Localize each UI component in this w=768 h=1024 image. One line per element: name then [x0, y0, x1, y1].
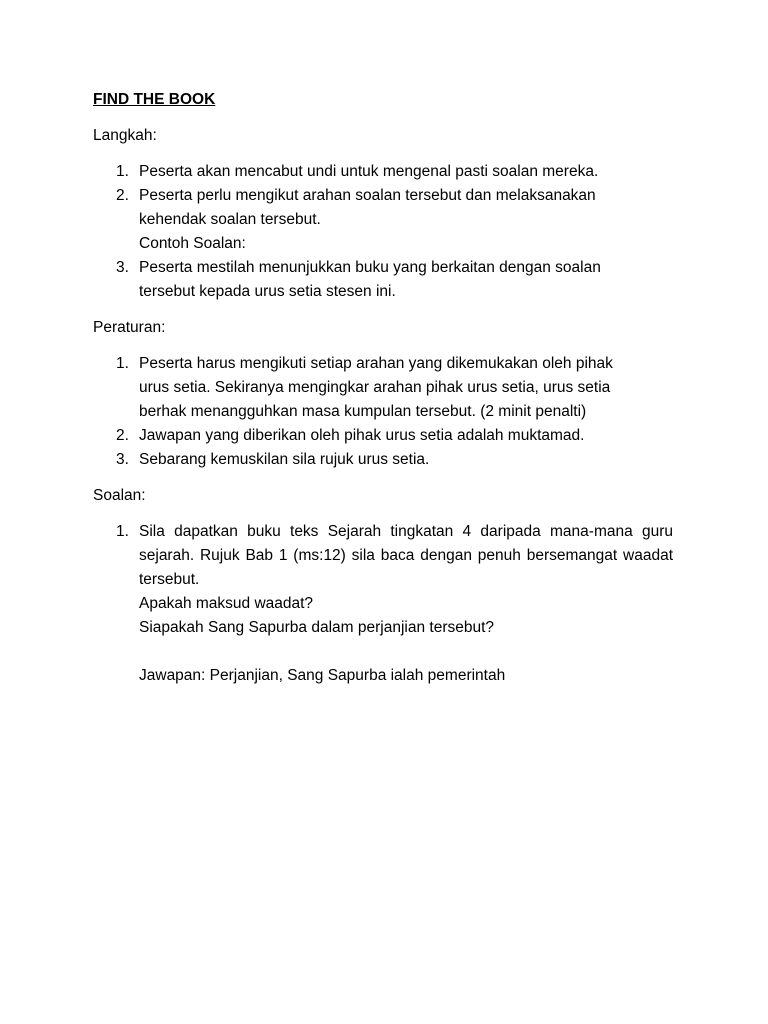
list-item-text: Jawapan yang diberikan oleh pihak urus setia adalah muktamad.	[139, 427, 585, 444]
peraturan-list	[93, 352, 673, 472]
list-item	[93, 184, 673, 256]
list-number: 2.	[116, 427, 129, 444]
list-item-text: Peserta harus mengikuti setiap arahan yang dikemukakan oleh pihak	[139, 355, 613, 372]
list-item-text: kehendak soalan tersebut.	[139, 211, 321, 228]
question-text: Siapakah Sang Sapurba dalam perjanjian tersebut?	[139, 619, 495, 636]
langkah-list	[93, 160, 673, 304]
list-number: 1.	[116, 163, 129, 180]
list-number: 3.	[116, 259, 129, 276]
list-number: 3.	[116, 451, 129, 468]
list-number: 1.	[116, 355, 129, 372]
soalan-list	[93, 520, 673, 688]
answer-text: Jawapan: Perjanjian, Sang Sapurba ialah pemerintah	[139, 667, 506, 684]
list-number: 2.	[116, 187, 129, 204]
question-text: Apakah maksud waadat?	[139, 595, 314, 612]
section-label-soalan: Soalan:	[93, 487, 146, 504]
list-item-text: Peserta akan mencabut undi untuk mengenal pasti soalan mereka.	[139, 163, 599, 180]
section-label-peraturan: Peraturan:	[93, 319, 166, 336]
document-title: FIND THE BOOK	[93, 91, 216, 108]
list-item-text: berhak menangguhkan masa kumpulan tersebut. (2 minit penalti)	[139, 403, 587, 420]
list-item	[93, 160, 673, 184]
list-item	[93, 256, 673, 304]
list-item-text: Peserta mestilah menunjukkan buku yang berkaitan dengan soalan	[139, 259, 601, 276]
list-item	[93, 424, 673, 448]
list-item-text: tersebut kepada urus setia stesen ini.	[139, 283, 396, 300]
list-item	[93, 448, 673, 472]
list-item-text: Sebarang kemuskilan sila rujuk urus setia.	[139, 451, 430, 468]
list-item-text: urus setia. Sekiranya mengingkar arahan pihak urus setia, urus setia	[139, 379, 611, 396]
list-item	[93, 352, 673, 424]
list-number: 1.	[116, 523, 129, 540]
list-item-text: Contoh Soalan:	[139, 235, 246, 252]
document-body	[93, 88, 673, 688]
question-paragraph: Sila dapatkan buku teks Sejarah tingkatan 4 daripada mana-mana guru sejarah. Rujuk Bab 1 (ms:12) sila baca dengan penuh bersemangat waadat tersebut.	[139, 523, 673, 588]
section-label-langkah: Langkah:	[93, 127, 157, 144]
list-item-text: Peserta perlu mengikut arahan soalan tersebut dan melaksanakan	[139, 187, 596, 204]
list-item	[93, 520, 673, 688]
